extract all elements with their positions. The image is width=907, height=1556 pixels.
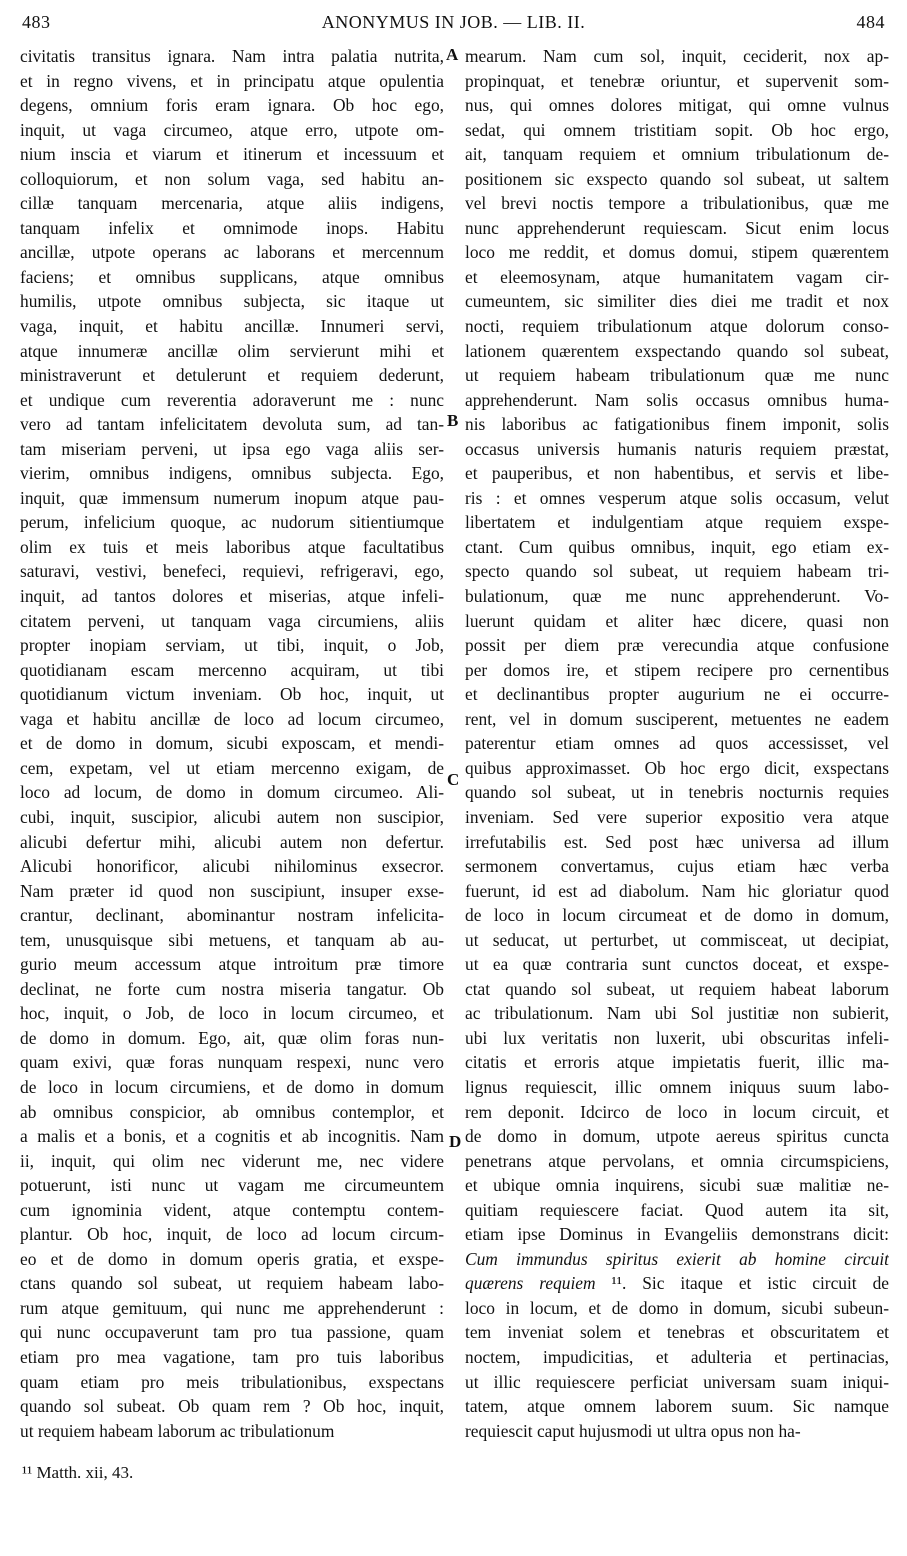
left-column-line: civitatis transitus ignara. Nam intra palatia nutrita, <box>20 46 444 66</box>
left-column-line: tem, unusquisque sibi metuens, et tanquam ab au- <box>20 929 444 950</box>
right-column-line: quitiam requiescere faciat. Quod autem ita sit, <box>465 1199 889 1220</box>
right-column-line: quibus approximasset. Ob hoc ergo dicit, exspectans <box>465 757 889 778</box>
left-column-line: ministraverunt et detulerunt et requiem dederunt, <box>20 365 444 386</box>
left-column-line: eo et de domo in domum operis gratia, et exspe- <box>20 1248 444 1269</box>
right-column-line: fuerunt, id est ad diabolum. Nam hic gloriatur quod <box>465 880 889 901</box>
right-column-line: loco me reddit, et domus domui, stipem quærentem <box>465 242 889 263</box>
left-column-line: hoc, inquit, o Job, de loco in locum circumeo, et <box>20 1003 444 1024</box>
right-column-line: ut ea quæ contraria sunt cunctos doceat, et exspe- <box>465 954 889 975</box>
left-column-line: perum, infelicium quoque, ac nudorum sitientiumque <box>20 512 444 533</box>
right-column-line: loco in locum, et de domo in domum, sicubi subeun- <box>465 1297 889 1318</box>
left-column-line: cillæ tanquam mercenaria, atque aliis indigens, <box>20 193 444 214</box>
right-column-line: requiescit caput hujusmodi ut ultra opus non ha- <box>465 1420 801 1441</box>
left-column-line: tanquam infelix et omnimode inops. Habitu <box>20 217 444 238</box>
right-column <box>465 44 889 1443</box>
left-column-line: inquit, quæ immensum numerum inopum atque pau- <box>20 487 444 508</box>
right-column-line: vel brevi noctis tempore a tribulationibus, quæ me <box>465 193 889 214</box>
left-column-line: qui nunc occupaverunt tam pro tua passione, quam <box>20 1322 444 1343</box>
right-column-line: etiam ipse Dominus in Evangeliis demonstrans dicit: <box>465 1224 889 1245</box>
page-number-left: 483 <box>22 12 51 32</box>
right-column-line: lignus requiescit, illic omnem iniquus suum labo- <box>465 1076 889 1097</box>
left-column-line: rum atque gemituum, qui nunc me apprehenderunt : <box>20 1297 444 1318</box>
left-column-line: ctans quando sol subeat, ut requiem habeam labo- <box>20 1273 444 1294</box>
right-column-line: specto quando sol subeat, ut requiem habeam tri- <box>465 561 889 582</box>
right-column-line: citatis et erroris atque impietatis fuerit, illic ma- <box>465 1052 889 1073</box>
left-column-line: vierim, omnibus indigens, omnibus subjecta. Ego, <box>20 463 444 484</box>
left-column-line: humilis, utpote omnibus subjecta, sic itaque ut <box>20 291 444 312</box>
right-column-line: et declinantibus propter augurium ne ei occurre- <box>465 684 889 705</box>
right-column-line: per domos ire, et stipem recipere pro cernentibus <box>465 659 889 680</box>
right-column-line: irrefutabilis est. Sed post hæc universa ad illum <box>465 831 889 852</box>
left-column-line: vaga et habitu ancillæ de loco ad locum circumeo, <box>20 708 444 729</box>
running-title: ANONYMUS IN JOB. — LIB. II. <box>321 12 586 32</box>
left-column-line: vaga, inquit, et habitu ancillæ. Innumeri servi, <box>20 316 444 337</box>
page-number-right: 484 <box>856 12 885 32</box>
right-column-line: Cum immundus spiritus exierit ab homine circuit <box>465 1248 889 1269</box>
left-column-line: Nam præter id quod non suscipiunt, insuper exse- <box>20 880 444 901</box>
right-column-line: quando sol subeat, ut in tenebris nocturnis requies <box>465 782 889 803</box>
left-column-line: alicubi defertur mihi, alicubi autem non defertur. <box>20 831 444 852</box>
left-column-line: cem, expetam, vel ut etiam mercenno exigam, de <box>20 757 444 778</box>
right-column-line: libertatem et indulgentiam atque requiem exspe- <box>465 512 889 533</box>
left-column <box>20 44 444 1443</box>
left-column-line: Alicubi honorificor, alicubi nihilominus exsecror. <box>20 856 444 877</box>
left-column-line: ut requiem habeam laborum ac tribulationum <box>20 1420 335 1441</box>
right-column-line: rem deponit. Idcirco de loco in locum circuit, et <box>465 1101 889 1122</box>
right-column-line: lationem quærentem exspectando quando sol subeat, <box>465 340 889 361</box>
left-column-line: potuerunt, isti nunc ut vagam me circumeuntem <box>20 1175 444 1196</box>
left-column-line: citatem perveni, ut tanquam vaga circumiens, aliis <box>20 610 444 631</box>
right-column-line: ut illic requiescere perficiat universam suam iniqui- <box>465 1371 889 1392</box>
left-column-line: vero ad tantam infelicitatem devoluta sum, ad tan- <box>20 414 444 435</box>
footnote: ¹¹ Matth. xii, 43. <box>22 1463 134 1482</box>
right-column-line: mearum. Nam cum sol, inquit, ceciderit, nox ap- <box>465 46 889 66</box>
right-column-line: et ubique omnia inquirens, sicubi suæ malitiæ ne- <box>465 1175 889 1196</box>
right-column-line: luerunt quidam et aliter hæc dicere, quasi non <box>465 610 889 631</box>
left-column-line: colloquiorum, et non solum vaga, sed habitu an- <box>20 168 444 189</box>
left-column-line: degens, omnium foris eram ignara. Ob hoc ego, <box>20 95 444 116</box>
left-column-line: olim ex tuis et meis laboribus atque facultatibus <box>20 536 444 557</box>
left-column-line: saturavi, vestivi, benefeci, requievi, refrigeravi, ego, <box>20 561 444 582</box>
right-column-line: de loco in locum circumeat et de domo in domum, <box>465 905 889 926</box>
left-column-line: faciens; et omnibus supplicans, atque omnibus <box>20 266 444 287</box>
left-column-line: plantur. Ob hoc, inquit, de loco ad locum circum- <box>20 1224 444 1245</box>
right-column-line: inveniam. Sed vere superior expositio vera atque <box>465 806 889 827</box>
right-column-line: sedat, qui omnem tristitiam sopit. Ob hoc ergo, <box>465 119 889 140</box>
left-column-line: gurio meum accessum atque introitum præ timore <box>20 954 444 975</box>
right-column-line: nunc apprehenderunt requiescam. Sicut enim locus <box>465 217 889 238</box>
margin-marker-d: D <box>449 1132 462 1151</box>
right-column-line: noctem, impudicitias, et adulteria et pertinacias, <box>465 1346 889 1367</box>
right-column-line: nocti, requiem tribulationum atque dolorum conso- <box>465 316 889 337</box>
left-column-line: crantur, declinant, abominantur nostram infelicita- <box>20 905 444 926</box>
right-column-line: ac tribulationum. Nam ubi Sol justitiæ non subierit, <box>465 1003 889 1024</box>
left-column-line: et de domo in domum, sicubi exposcam, et mendi- <box>20 733 444 754</box>
left-column-line: ii, inquit, qui olim nec viderunt me, nec videre <box>20 1150 444 1171</box>
right-column-line: ubi lux veritatis non luxerit, ubi obscuritas infeli- <box>465 1027 889 1048</box>
right-column-line: ctat quando sol subeat, ut requiem habeat laborum <box>465 978 889 999</box>
left-column-line: etiam pro mea vagatione, tam pro tuis laboribus <box>20 1346 444 1367</box>
right-column-line: ait, tanquam requiem et omnium tribulationum de- <box>465 144 889 165</box>
left-column-line: propter inopiam serviam, ut tibi, inquit, o Job, <box>20 635 444 656</box>
left-column-line: de loco in locum circumiens, et de domo in domum <box>20 1076 444 1097</box>
left-column-line: cubi, inquit, suscipior, alicubi autem non suscipior, <box>20 806 444 827</box>
right-column-line: ctant. Cum quibus omnibus, inquit, ego etiam ex- <box>465 536 889 557</box>
right-column-line: et pauperibus, et non habentibus, et servis et libe- <box>465 463 889 484</box>
margin-marker-c: C <box>447 770 460 789</box>
left-column-line: tam miseriam perveni, ut ipsa ego vaga aliis ser- <box>20 438 444 459</box>
right-column-line: cumeuntem, sic similiter dies diei me tradit et nox <box>465 291 889 312</box>
left-column-line: et undique cum reverentia adoraverunt me : nunc <box>20 389 444 410</box>
right-column-line: bulationum, quæ me nunc apprehenderunt. Vo- <box>465 586 889 607</box>
page-header <box>0 10 907 36</box>
left-column-line: quam etiam pro meis tribulationibus, exspectans <box>20 1371 444 1392</box>
right-column-line: occasus universis humanis naturis requiem præstat, <box>465 438 889 459</box>
right-column-line: paterentur etiam omnes ad quos accessisset, vel <box>465 733 889 754</box>
left-column-line: inquit, ad tantos dolores et miserias, atque infeli- <box>20 586 444 607</box>
left-column-line: de domo in domum. Ego, ait, quæ olim foras nun- <box>20 1027 444 1048</box>
left-column-line: quam exivi, quæ foras nunquam respexi, nunc vero <box>20 1052 444 1073</box>
left-column-line: quando sol subeat. Ob quam rem ? Ob hoc, inquit, <box>20 1396 444 1417</box>
right-column-line: ut seducat, ut perturbet, ut commisceat, ut decipiat, <box>465 929 889 950</box>
left-column-line: inquit, ut vaga circumeo, atque erro, utpote om- <box>20 119 444 140</box>
left-column-line: nium inscia et viarum et itinerum et incessuum et <box>20 144 444 165</box>
right-column-line: et eleemosynam, atque humanitatem vagam cir- <box>465 266 889 287</box>
right-column-line: ut requiem habeam tribulationum quæ me nunc <box>465 365 889 386</box>
right-column-line: tatem, atque omnem laborem suum. Sic namque <box>465 1396 889 1417</box>
left-column-line: et in regno vivens, et in principatu atque opulentia <box>20 70 444 91</box>
left-column-line: cum ignominia vident, atque contemptu contem- <box>20 1199 444 1220</box>
right-column-line: nus, qui omnes dolores mitigat, qui omne vulnus <box>465 95 889 116</box>
left-column-line: quotidianum victum inveniam. Ob hoc, inquit, ut <box>20 684 444 705</box>
right-column-line: tem inveniat solem et tenebras et obscuritatem et <box>465 1322 889 1343</box>
right-column-line: apprehenderunt. Nam solis occasus omnibus huma- <box>465 389 889 410</box>
left-column-line: loco ad locum, de domo in domum circumeo. Ali- <box>20 782 444 803</box>
right-column-line: propinquat, et tenebræ oriuntur, et supervenit som- <box>465 70 889 91</box>
right-column-line: possit per diem præ verecundia atque confusione <box>465 635 889 656</box>
left-column-line: ab omnibus conspicior, ab omnibus contemplor, et <box>20 1101 444 1122</box>
right-column-line: ris : et omnes vesperum atque solis occasum, velut <box>465 487 889 508</box>
left-column-line: ancillæ, utpote operans ac laborans et mercennum <box>20 242 444 263</box>
right-column-line: de domo in domum, utpote aereus spiritus cuncta <box>465 1126 889 1147</box>
right-column-line: positionem sic exspecto quando sol subeat, ut saltem <box>465 168 889 189</box>
margin-marker-a: A <box>446 45 459 64</box>
left-column-line: quotidianam escam mercenno acquiram, ut tibi <box>20 659 444 680</box>
left-column-line: atque innumeræ ancillæ olim servierunt mihi et <box>20 340 444 361</box>
right-column-line: penetrans atque pervolans, et omnia circumspiciens, <box>465 1150 889 1171</box>
right-column-line: quærens requiem ¹¹. Sic itaque et istic circuit de <box>465 1273 889 1294</box>
right-column-line: nis laboribus ac fatigationibus finem imponit, solis <box>465 414 889 435</box>
right-column-line: sermonem convertamus, cujus etiam hæc verba <box>465 856 889 877</box>
right-column-line: rent, vel in domum susciperent, metuentes ne eadem <box>465 708 889 729</box>
left-column-line: declinat, ne forte cum nostra miseria tangatur. Ob <box>20 978 444 999</box>
left-column-line: a malis et a bonis, et a cognitis et ab incognitis. Nam <box>20 1126 444 1147</box>
margin-marker-b: B <box>447 411 459 430</box>
